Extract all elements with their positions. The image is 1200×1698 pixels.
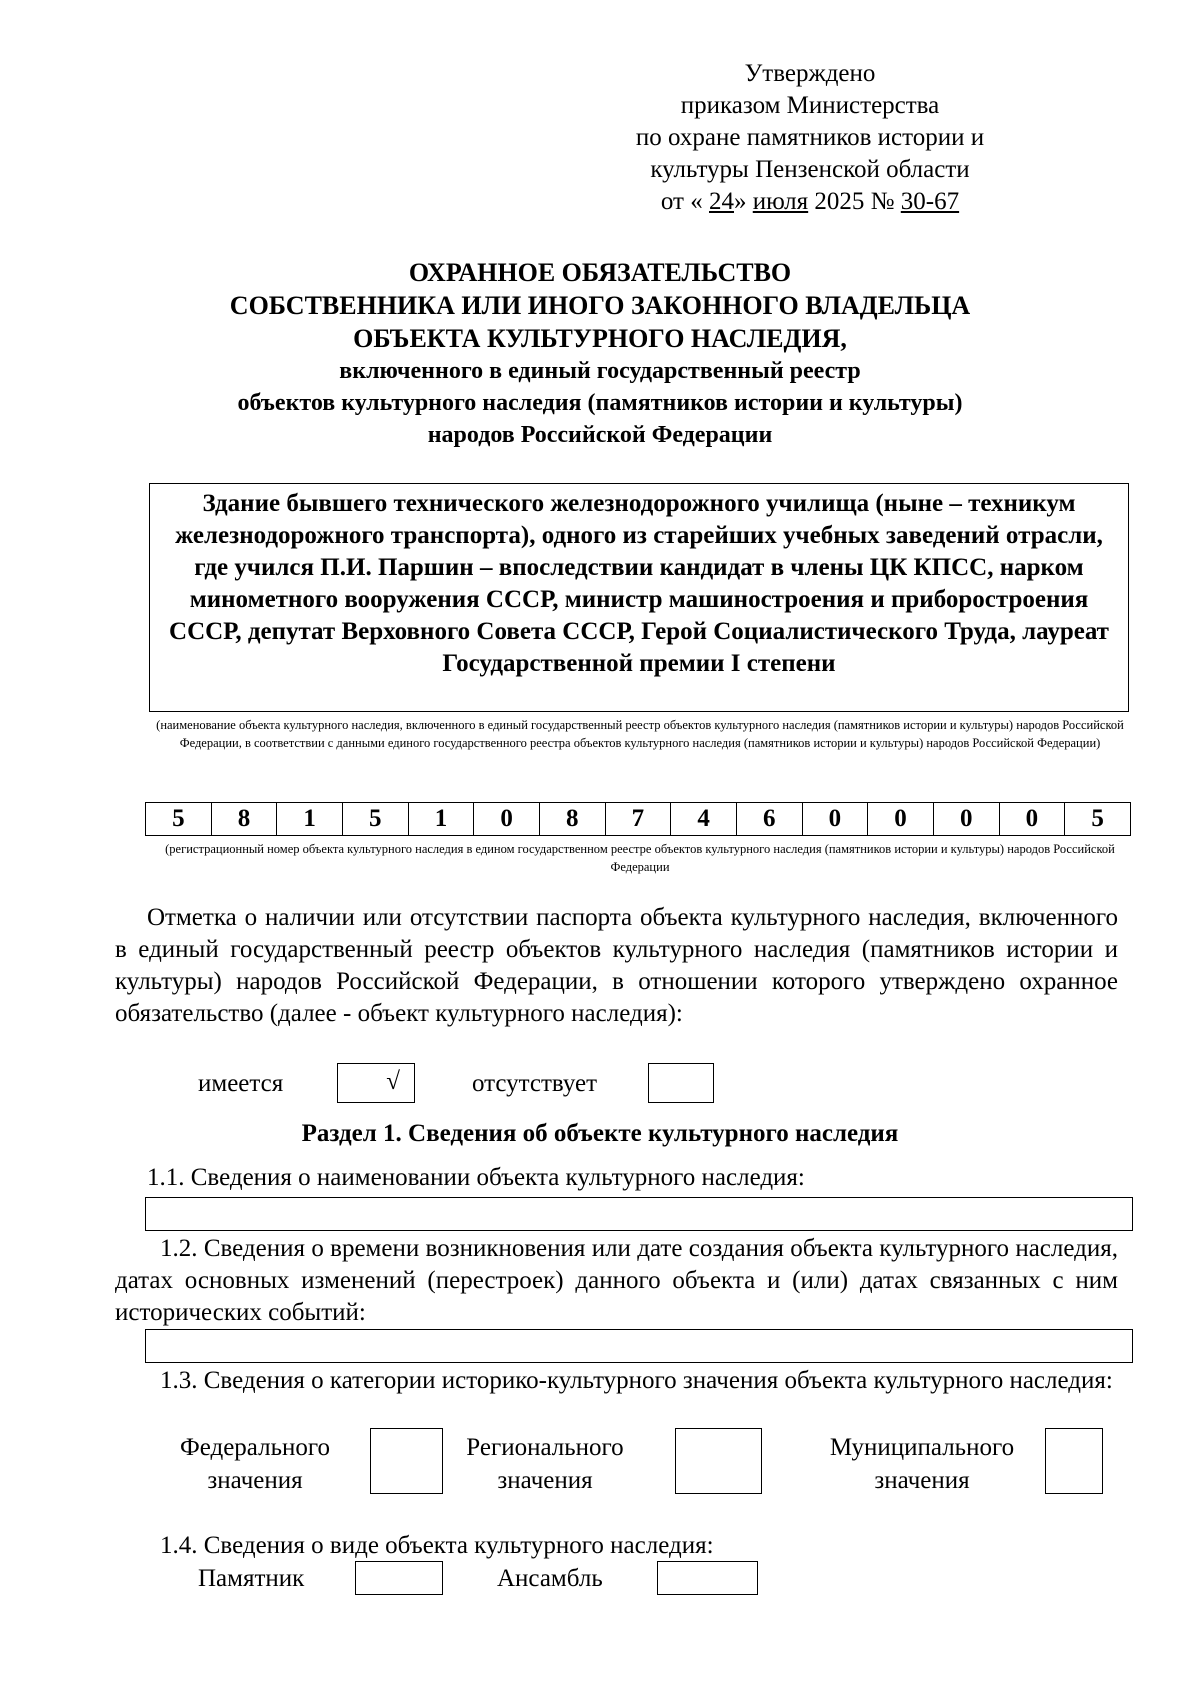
- registration-digit: 1: [408, 803, 474, 836]
- approval-date-line: [600, 186, 1020, 218]
- kind-ensemble-checkbox[interactable]: [657, 1561, 758, 1595]
- passport-absent-label: отсутствует: [472, 1070, 598, 1097]
- municipal-line-2: значения: [874, 1467, 970, 1494]
- registration-digit: 8: [211, 803, 277, 836]
- title-line-5: объектов культурного наследия (памятников истории и культуры): [237, 390, 963, 416]
- document-title: [120, 256, 1080, 451]
- registration-row: [146, 803, 1131, 836]
- object-name-box: Здание бывшего технического железнодорожного училища (ныне – техникум железнодорожного транспорта), одного из старейших учебных заведений отрасли, где учился П.И. Паршин – впоследствии кандидат в члены ЦК КПСС, нарком минометного вооружения СССР, министр машиностроения и приборостроения СССР, депутат Верховного Совета СССР, Герой Социалистического Труда, лауреат Государственной премии I степени: [149, 483, 1129, 712]
- approval-year: 2025 №: [814, 188, 895, 215]
- approval-number: 30-67: [900, 188, 960, 215]
- question-1-2: 1.2. Сведения о времени возникновения или дате создания объекта культурного наследия, датах основных изменений (перестроек) данного объекта и (или) датах связанных с ним исторических событий:: [115, 1235, 1118, 1326]
- section-1-title: Раздел 1. Сведения об объекте культурного наследия: [301, 1120, 899, 1147]
- title-line-4: включенного в единый государственный реестр: [339, 358, 861, 384]
- registration-digit: 8: [539, 803, 605, 836]
- registration-number-table: [145, 802, 1131, 836]
- registration-digit: 0: [802, 803, 868, 836]
- category-federal-checkbox[interactable]: [370, 1428, 443, 1494]
- question-1-3: 1.3. Сведения о категории историко-культурного значения объекта культурного наследия:: [160, 1367, 1113, 1394]
- approval-line-1: Утверждено: [744, 60, 876, 87]
- regional-line-1: Регионального: [466, 1434, 624, 1461]
- registration-digit: 5: [146, 803, 212, 836]
- passport-present-checkbox[interactable]: √: [337, 1063, 415, 1103]
- title-line-2: СОБСТВЕННИКА ИЛИ ИНОГО ЗАКОННОГО ВЛАДЕЛЬЦА: [229, 291, 971, 320]
- date-mid: »: [734, 188, 747, 215]
- federal-line-1: Федерального: [179, 1434, 331, 1461]
- registration-digit: 6: [736, 803, 802, 836]
- category-federal-label: [150, 1431, 360, 1497]
- registration-digit: 0: [868, 803, 934, 836]
- date-prefix: от «: [660, 188, 703, 215]
- category-regional-label: [445, 1431, 645, 1497]
- approval-line-3: по охране памятников истории и: [635, 124, 985, 151]
- object-name-field[interactable]: [145, 1197, 1133, 1231]
- creation-date-field[interactable]: [145, 1329, 1133, 1363]
- municipal-line-1: Муниципального: [829, 1434, 1015, 1461]
- approval-day: 24: [709, 188, 734, 215]
- registration-digit: 7: [605, 803, 671, 836]
- registration-digit: 0: [933, 803, 999, 836]
- approval-block: [600, 58, 1020, 218]
- category-municipal-label: [812, 1431, 1032, 1497]
- title-line-6: народов Российской Федерации: [427, 422, 773, 448]
- regional-line-2: значения: [497, 1467, 593, 1494]
- registration-digit: 4: [671, 803, 737, 836]
- title-line-3: ОБЪЕКТА КУЛЬТУРНОГО НАСЛЕДИЯ,: [353, 324, 847, 353]
- registration-digit: 5: [1065, 803, 1131, 836]
- question-1-1: 1.1. Сведения о наименовании объекта культурного наследия:: [147, 1164, 805, 1191]
- approval-month: июля: [752, 188, 809, 215]
- approval-line-4: культуры Пензенской области: [650, 156, 970, 183]
- object-name-caption: (наименование объекта культурного наследия, включенного в единый государственный реестр объектов культурного наследия (памятников истории и культуры) народов Российской Федерации, в соответствии с данными единого государственного реестра объектов культурного наследия (памятников истории и культуры) народов Российской Федерации): [156, 718, 1124, 750]
- federal-line-2: значения: [207, 1467, 303, 1494]
- title-line-1: ОХРАННОЕ ОБЯЗАТЕЛЬСТВО: [408, 258, 792, 287]
- kind-ensemble-label: Ансамбль: [497, 1565, 603, 1592]
- registration-digit: 0: [999, 803, 1065, 836]
- category-municipal-checkbox[interactable]: [1045, 1428, 1103, 1494]
- kind-monument-checkbox[interactable]: [355, 1561, 443, 1595]
- passport-absent-checkbox[interactable]: [648, 1063, 714, 1103]
- approval-line-2: приказом Министерства: [680, 92, 940, 119]
- passport-paragraph: Отметка о наличии или отсутствии паспорта объекта культурного наследия, включенного в единый государственный реестр объектов культурного наследия (памятников истории и культуры) народов Российской Федерации, в отношении которого утверждено охранное обязательство (далее - объект культурного наследия):: [115, 904, 1118, 1027]
- registration-caption: (регистрационный номер объекта культурного наследия в едином государственном реестре объектов культурного наследия (памятников истории и культуры) народов Российской Федерации: [165, 842, 1115, 874]
- registration-digit: 0: [474, 803, 540, 836]
- registration-digit: 5: [342, 803, 408, 836]
- registration-digit: 1: [277, 803, 343, 836]
- category-regional-checkbox[interactable]: [675, 1428, 762, 1494]
- question-1-4: 1.4. Сведения о виде объекта культурного наследия:: [160, 1532, 714, 1559]
- kind-monument-label: Памятник: [198, 1565, 305, 1592]
- passport-present-label: имеется: [198, 1070, 284, 1097]
